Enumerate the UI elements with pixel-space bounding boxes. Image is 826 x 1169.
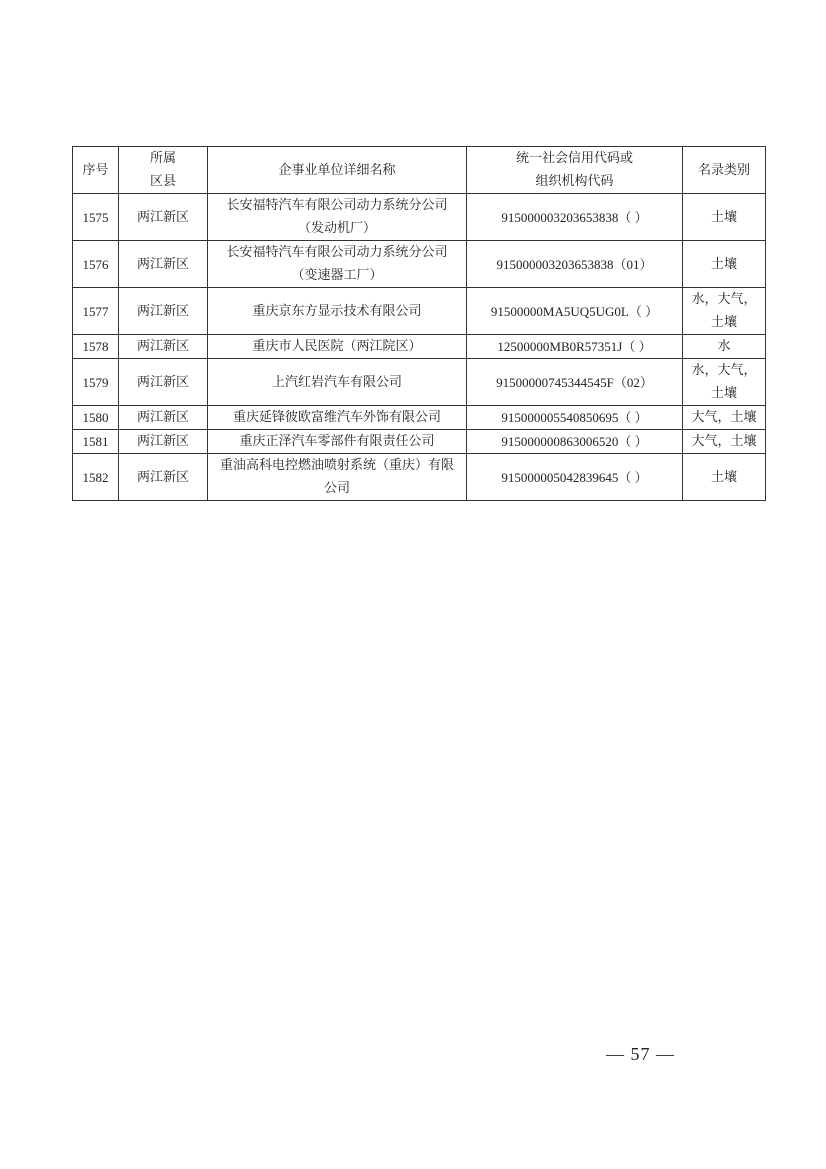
cell-code: 915000005540850695（ ）	[467, 406, 683, 430]
enterprise-list-table	[72, 146, 766, 501]
table-row	[73, 335, 766, 359]
table-row	[73, 430, 766, 454]
header-category: 名录类别	[683, 147, 766, 194]
cell-name: 重庆延锋彼欧富维汽车外饰有限公司	[208, 406, 467, 430]
cell-name: 重庆京东方显示技术有限公司	[208, 288, 467, 335]
cell-district: 两江新区	[119, 406, 208, 430]
cell-category: 大气，土壤	[683, 430, 766, 454]
cell-name: 长安福特汽车有限公司动力系统分公司 （变速器工厂）	[208, 241, 467, 288]
cell-code: 915000003203653838（ ）	[467, 194, 683, 241]
cell-seq: 1576	[73, 241, 119, 288]
cell-district: 两江新区	[119, 194, 208, 241]
cell-district: 两江新区	[119, 335, 208, 359]
table-row	[73, 406, 766, 430]
cell-category: 水，大气， 土壤	[683, 359, 766, 406]
page-number: — 57 —	[606, 1044, 675, 1064]
cell-district: 两江新区	[119, 359, 208, 406]
table-row	[73, 241, 766, 288]
cell-district: 两江新区	[119, 288, 208, 335]
cell-seq: 1577	[73, 288, 119, 335]
table-row	[73, 454, 766, 501]
cell-category: 土壤	[683, 241, 766, 288]
cell-seq: 1582	[73, 454, 119, 501]
table-header-row	[73, 147, 766, 194]
cell-seq: 1581	[73, 430, 119, 454]
cell-name: 重庆市人民医院（两江院区）	[208, 335, 467, 359]
cell-seq: 1580	[73, 406, 119, 430]
cell-name: 重油高科电控燃油喷射系统（重庆）有限 公司	[208, 454, 467, 501]
cell-seq: 1579	[73, 359, 119, 406]
header-code: 统一社会信用代码或 组织机构代码	[467, 147, 683, 194]
cell-name: 上汽红岩汽车有限公司	[208, 359, 467, 406]
table-row	[73, 359, 766, 406]
cell-code: 91500000745344545F（02）	[467, 359, 683, 406]
cell-district: 两江新区	[119, 430, 208, 454]
cell-district: 两江新区	[119, 454, 208, 501]
cell-seq: 1575	[73, 194, 119, 241]
cell-category: 土壤	[683, 454, 766, 501]
cell-code: 12500000MB0R57351J（ ）	[467, 335, 683, 359]
cell-category: 大气，土壤	[683, 406, 766, 430]
cell-code: 915000005042839645（ ）	[467, 454, 683, 501]
cell-category: 水	[683, 335, 766, 359]
header-district: 所属 区县	[119, 147, 208, 194]
header-name: 企事业单位详细名称	[208, 147, 467, 194]
cell-name: 重庆正泽汽车零部件有限责任公司	[208, 430, 467, 454]
header-seq: 序号	[73, 147, 119, 194]
cell-district: 两江新区	[119, 241, 208, 288]
table-row	[73, 194, 766, 241]
cell-code: 91500000MA5UQ5UG0L（ ）	[467, 288, 683, 335]
cell-seq: 1578	[73, 335, 119, 359]
cell-code: 915000000863006520（ ）	[467, 430, 683, 454]
cell-code: 915000003203653838（01）	[467, 241, 683, 288]
cell-category: 水，大气， 土壤	[683, 288, 766, 335]
cell-name: 长安福特汽车有限公司动力系统分公司 （发动机厂）	[208, 194, 467, 241]
table-row	[73, 288, 766, 335]
cell-category: 土壤	[683, 194, 766, 241]
